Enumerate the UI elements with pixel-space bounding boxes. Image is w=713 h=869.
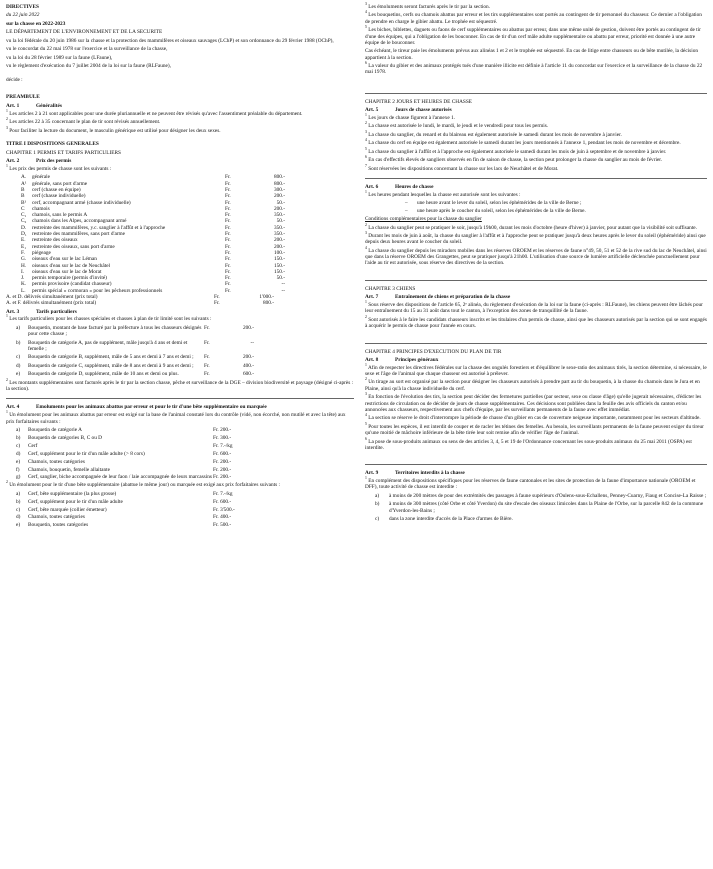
item-letter: a) <box>16 324 21 331</box>
permit-price: -- <box>281 287 285 294</box>
currency: Fr. <box>225 224 231 231</box>
item-price: 200.- <box>242 354 254 361</box>
permit-label: piégeage <box>32 249 51 256</box>
permit-price-list <box>6 174 354 306</box>
item-price: Fr. 600.- <box>213 498 232 505</box>
currency: Fr. <box>225 186 231 193</box>
art5-p3: $^3$ La chasse du sanglier, du renard et du blaireau est également autorisée le samedi durant les mois de novembre à janvier. <box>365 130 622 138</box>
currency: Fr. <box>225 231 231 238</box>
permit-code: C₁ <box>21 212 27 219</box>
emolument-item <box>6 522 354 528</box>
permit-label: cerf (chasse en équipe) <box>32 186 81 193</box>
item-price: Fr. 200.- <box>213 466 232 473</box>
item-text: Cerf, supplément pour le tir d'un mâle adulte (> 8 cors) <box>28 450 145 457</box>
permit-label: chamois, sans le permis A <box>32 212 88 219</box>
art8-heading: Art. 8 Principes généraux <box>365 356 439 363</box>
art4-p5b: Cas échéant, le tireur paie les émoluments prévus aux alinéas 1 et 2 et le trophée est séquestré. En cas de litige entre chasseurs ou de bête mutilée, la décision appartient à la section. <box>365 48 698 61</box>
currency: Fr. <box>204 324 210 331</box>
permit-code: I. <box>21 268 25 275</box>
permit-price: 350.- <box>273 231 285 238</box>
currency: Fr. <box>225 174 231 181</box>
art2-heading: Art. 2 Prix des permis <box>6 158 72 165</box>
art4-p6: $^6$ La valeur du gibier et des animaux protégés tués d'une manière illicite est définie à l'article 11 du concordat sur l'exercice et la surveillance de la chasse du 22 mai 1978. <box>365 61 703 76</box>
art6-conditions: Conditions complémentaires pour la chasse du sanglier <box>365 216 482 223</box>
currency: Fr. <box>225 275 231 282</box>
art6-p3: $^3$ Durant les mois de juin à août, la chasse du sanglier à l'affût et à l'approche peut se pratiquer jusqu'à deux heures après le lever du soleil (éphéméride) ainsi que depuis deux heures avant le coucher du soleil. <box>365 231 706 246</box>
decide: décide : <box>6 76 23 83</box>
currency: Fr. <box>214 293 220 300</box>
left-column <box>6 4 354 530</box>
permit-code: C <box>21 205 25 212</box>
art6-dash-2: – une heure après le coucher du soleil, selon les éphémérides de la ville de Berne. <box>405 208 586 215</box>
permit-label: permis provisoire (candidat chasseur) <box>32 281 112 288</box>
art4-p2: $^2$ Un émolument pour le tir d'une bête supplémentaire (abattue le même jour) ou marquée est exigé aux prix forfaitaires suivants : <box>6 480 280 489</box>
total-price: 800.- <box>262 300 274 307</box>
permit-label: chamois <box>32 205 50 212</box>
emolument-list-error <box>6 427 354 481</box>
emolument-list-extra <box>6 491 354 529</box>
item-text: Cerf, sanglier, biche accompagnée de leur faon / laie accompagnée de leurs marcassins <box>28 474 212 481</box>
permit-price: 800.- <box>273 180 285 187</box>
tariff-item <box>6 325 354 338</box>
emolument-item <box>6 474 354 480</box>
currency: Fr. <box>225 268 231 275</box>
tariff-item <box>6 354 354 360</box>
art6-p1: $^1$ Les heures pendant lesquelles la chasse est autorisée sont les suivantes : <box>365 190 521 198</box>
art1-p1: $^1$ Les articles 2 à 21 sont applicables pour une durée pluriannuelle et ne peuvent être révisés qu'avec l'assentiment préalable du département. <box>6 108 303 117</box>
item-text: Bouquetin de catégorie A, pas de supplément, mâle jusqu'à 4 ans et demi et femelle ; <box>28 339 188 352</box>
total-price: 1'000.- <box>259 293 274 300</box>
chapter1-heading: CHAPITRE 1 PERMIS ET TARIFS PARTICULIERS <box>6 149 121 156</box>
emolument-item <box>6 459 354 465</box>
art1-p3: $^3$ Pour faciliter la lecture du document, le masculin générique est utilisé pour désigner les deux sexes. <box>6 125 221 134</box>
currency: Fr. <box>225 249 231 256</box>
item-letter: c) <box>16 506 21 513</box>
permit-code: A¹ <box>21 180 27 187</box>
item-price: 600.- <box>242 371 254 378</box>
item-text: Bouquetin, montant de base facturé par la préfecture à tous les chasseurs désignés pour cette chasse ; <box>28 324 202 338</box>
item-price: 400.- <box>242 362 254 369</box>
item-text: Bouquetin de catégorie D, supplément, mâle de 10 ans et demi ou plus. <box>28 371 179 378</box>
art8-p4: $^4$ La section se réserve le droit d'interrompre la période de chasse d'un gibier en cas de couverture neigeuse importante, notamment pour les secteurs d'altitude. <box>365 413 701 422</box>
doc-authority: LE DÉPARTEMENT DE L'ENVIRONNEMENT ET DE LA SECURITE <box>6 29 163 36</box>
permit-price: -- <box>281 281 285 288</box>
permit-label: générale <box>32 174 50 181</box>
permit-label: restreinte des oiseaux <box>32 237 78 244</box>
art7-p1: $^1$ Sous réserve des dispositions de l'article 65, 2ᵉ alinéa, du règlement d'exécution de la loi sur la faune (ci-après : RLFaune), les chiens peuvent être lâchés pour leur entraînement du 15 au 31 août dans tout le canton, à l'exception des zones de tranquillité de la faune. <box>365 300 703 315</box>
item-price: Fr. 200.- <box>213 474 232 481</box>
item-text: Cerf, supplément pour le tir d'un mâle adulte <box>28 498 123 505</box>
art9-p1: $^1$ En complément des dispositions spécifiques pour les réserves de faune cantonales et les sites de protection de la faune d'importance nationale (OROEM et DFF), toute activité de chasse est interdite : <box>365 476 696 491</box>
doc-type: DIRECTIVES <box>6 4 39 10</box>
permit-label: cerf, accompagnant armé (chasse individuelle) <box>32 199 131 206</box>
art7-p2: $^2$ Sont autorisés à le faire les candidats chasseurs inscrits et les titulaires d'un permis de chasse, ainsi que les chasseurs autorisés par la section qui se sont engagés à acquérir le permis de chasse pour l'année en cours. <box>365 315 707 330</box>
preamble-heading: PREAMBULE <box>6 94 40 101</box>
separator <box>365 178 707 179</box>
item-text: Chamois, toutes catégories <box>28 514 85 521</box>
art9-item-c: c) dans la zone interdite d'accès de la Place d'armes de Bière. <box>375 516 513 523</box>
price-total-row <box>6 300 354 306</box>
item-price: Fr. 600.- <box>213 450 232 457</box>
art8-p6: $^6$ La pose de sous-produits animaux ou sens de des articles 3, 4, 5 et 19 de l'Ordonnance concernant les sous-produits animaux du 25 mai 2011 (OSPA) est interdite. <box>365 436 692 451</box>
vu-rlfaune: vu le règlement d'exécution du 7 juillet 2004 de la loi sur la faune (RLFaune), <box>6 63 171 70</box>
permit-code: J. <box>21 275 25 282</box>
permit-code: E₁ <box>21 243 27 250</box>
tariff-item <box>6 340 354 353</box>
currency: Fr. <box>225 243 231 250</box>
currency: Fr. <box>225 287 231 294</box>
item-letter: c) <box>16 442 21 449</box>
item-price: -- <box>250 339 254 346</box>
item-price: Fr. 300.- <box>213 434 232 441</box>
art9-heading: Art. 9 Territoires interdits à la chasse <box>365 470 465 477</box>
art8-p3: $^3$ En fonction de l'évolution des tirs, la section peut décider des fermetures partielles (par secteur, sexe ou classe d'âge) qu'elle jugerait nécessaires, d'édicter les restrictions de circulation ou de décider de jours de chasse supplémentaires. Ces décisions sont publiées dans la feuille des avis officiels du canton et/ou annoncées aux chasseurs, respectivement aux chefs d'équipe, par les surveillants permanents de la faune avec effet immédiat. <box>365 392 702 413</box>
vu-concordat: vu le concordat du 22 mai 1978 sur l'exercice et la surveillance de la chasse, <box>6 46 168 53</box>
item-letter: b) <box>16 498 21 505</box>
emolument-item <box>6 427 354 433</box>
emolument-item <box>6 499 354 505</box>
titre1-heading: TITRE I DISPOSITIONS GENERALES <box>6 141 99 148</box>
permit-label: chamois dans les Alpes, accompagnant armé <box>32 218 127 225</box>
currency: Fr. <box>214 300 220 307</box>
item-price: Fr. 200.- <box>213 458 232 465</box>
emolument-item <box>6 507 354 513</box>
permit-price: 100.- <box>273 249 285 256</box>
permit-code: D. <box>21 224 27 231</box>
permit-label: oiseaux d'eau sur le lac de Neuchâtel <box>32 262 111 269</box>
art9-item-b: b) à moins de 300 mètres (côté Orbe et côté Yverdon) du site d'escale des oiseaux limicoles dans la Plaine de l'Orbe, sur la parcelle 842 de la commune d'Yverdon-les-Bains ; <box>375 501 704 514</box>
total-label: A. et D. délivrés simultanément (prix total) <box>6 293 98 300</box>
item-letter: f) <box>16 466 20 473</box>
permit-code: B¹ <box>21 199 27 206</box>
permit-code: A. <box>21 174 27 181</box>
art6-p2: $^2$ La chasse du sanglier peut se pratiquer le soir, jusqu'à 19h00, durant les mois d'octobre (heure d'hiver) à janvier, pour autant que la visibilité soit suffisante. <box>365 222 697 231</box>
item-text: Bouquetin de catégories B, C ou D <box>28 434 102 441</box>
art5-p5: $^5$ La chasse du sanglier à l'affût et à l'approche est également autorisée le samedi durant les mois de juin à septembre et de novembre à janvier. <box>365 147 667 155</box>
permit-price: 200.- <box>273 193 285 200</box>
currency: Fr. <box>225 237 231 244</box>
item-letter: e) <box>16 522 21 529</box>
art3-p2: $^2$ Les montants supplémentaires sont facturés après le tir par la section chasse, pêche et surveillance de la DGE – division biodiversité et paysage (désigné ci-après : la section). <box>6 378 354 393</box>
permit-label: oiseaux d'eau sur le lac de Morat <box>32 268 102 275</box>
separator <box>365 464 707 465</box>
item-text: Cerf, bête supplémentaire (la plus grosse) <box>28 490 117 497</box>
doc-subject: sur la chasse en 2022-2023 <box>6 20 66 27</box>
permit-code: E. <box>21 237 26 244</box>
currency: Fr. <box>225 193 231 200</box>
permit-code: K. <box>21 281 27 288</box>
separator <box>365 343 707 344</box>
item-price: Fr. 500.- <box>213 522 232 529</box>
art5-p7: $^7$ Sont réservées les dispositions concernant la chasse sur les lacs de Neuchâtel et de Morat. <box>365 164 559 172</box>
item-letter: a) <box>16 490 21 497</box>
art5-p2: $^2$ La chasse est autorisée le lundi, le mardi, le jeudi et le vendredi pour tous les permis. <box>365 121 549 130</box>
item-letter: d) <box>16 450 21 457</box>
item-letter: d) <box>16 514 21 521</box>
separator <box>365 280 707 281</box>
item-letter: a) <box>16 427 21 434</box>
art8-p5: $^5$ Pour toutes les espèces, il est interdit de couper et de racler les tétines des femelles. Au besoin, les surveillants permanents de la faune peuvent exiger du tireur qu'une moitié de mâchoire inférieure de la bête tirée leur soit remise afin de vérifier l'âge de l'animal. <box>365 422 704 437</box>
permit-price: 300.- <box>273 186 285 193</box>
tariff-item <box>6 371 354 377</box>
chapter2-heading: CHAPITRE 2 JOURS ET HEURES DE CHASSE <box>365 98 473 105</box>
permit-price: 50.- <box>276 199 285 206</box>
permit-label: restreinte des mammifères, y.c. sanglier à l'affût et à l'approche <box>32 224 166 231</box>
item-letter: c) <box>16 354 21 361</box>
item-text: Chamois, bouquetin, femelle allaitante <box>28 466 110 473</box>
chapter3-heading: CHAPITRE 3 CHIENS <box>365 285 416 292</box>
permit-price: 200.- <box>273 243 285 250</box>
item-text: Bouquetin, toutes catégories <box>28 522 89 529</box>
emolument-item <box>6 467 354 473</box>
currency: Fr. <box>204 362 210 369</box>
currency: Fr. <box>225 199 231 206</box>
art8-p1: $^1$ Afin de respecter les directives fédérales sur la chasse des ongulés forestiers et d'équilibrer le sexe-ratio des animaux tirés, la section détermine, si nécessaire, le sexe et l'âge de l'animal que chaque chasseur est autorisé à prélever. <box>365 362 707 377</box>
art6-heading: Art. 6 Heures de chasse <box>365 184 434 191</box>
tariff-item <box>6 363 354 369</box>
item-letter: d) <box>16 362 21 369</box>
item-text: Cerf <box>28 442 38 449</box>
item-price: Fr. 7.-/kg <box>213 490 233 497</box>
art4-p5: $^5$ Les biches, biblettes, daguets ou faons de cerf supplémentaires ou abattus par erreur, dans une même unité de gestion, doivent être portés au contingent de tir d'une des équipes, qui a l'obligation de les bouconner. En cas de tir d'un cerf mâle adulte supplémentaire ou abattu par erreur, priorité est donnée à une autre équipe de le bouconner. <box>365 25 701 46</box>
permit-code: G. <box>21 256 27 263</box>
emolument-item <box>6 491 354 497</box>
art4-p3: $^3$ Les émoluments seront facturés après le tir par la section. <box>365 2 491 10</box>
permit-label: restreinte des mammifères, sans port d'arme <box>32 231 126 238</box>
separator <box>365 93 707 94</box>
permit-label: restreinte des oiseaux, sans port d'arme <box>32 243 115 250</box>
currency: Fr. <box>225 205 231 212</box>
emolument-item <box>6 435 354 441</box>
art6-dash-1: – une heure avant le lever du soleil, selon les éphémérides de la ville de Berne ; <box>405 200 582 207</box>
item-letter: b) <box>16 339 21 346</box>
currency: Fr. <box>225 281 231 288</box>
art4-heading: Art. 4 Emoluments pour les animaux abattus par erreur et pour le tir d'une bête supplémentaire ou marquée <box>6 404 267 411</box>
permit-code: L. <box>21 287 26 294</box>
art1-p2: $^2$ Les articles 22 à 35 concernant le plan de tir sont révisés annuellement. <box>6 117 161 126</box>
permit-label: générale, sans port d'arme <box>32 180 88 187</box>
emolument-item <box>6 451 354 457</box>
item-letter: g) <box>16 474 21 481</box>
item-price: Fr. 7.-/kg <box>213 442 233 449</box>
currency: Fr. <box>225 218 231 225</box>
vu-lchp: vu la loi fédérale du 20 juin 1986 sur la chasse et la protection des mammifères et oiseaux sauvages (LChP) et son ordonnance du 29 février 1988 (OChP), <box>6 37 334 44</box>
permit-price: 150.- <box>273 268 285 275</box>
permit-code: B <box>21 186 25 193</box>
currency: Fr. <box>225 180 231 187</box>
item-text: Bouquetin de catégorie A <box>28 427 82 434</box>
art1-heading: Art. 1 Généralités <box>6 102 62 109</box>
item-text: Chamois, toutes catégories <box>28 458 85 465</box>
currency: Fr. <box>225 262 231 269</box>
permit-price: 200.- <box>273 237 285 244</box>
separator <box>6 398 354 399</box>
permit-price: 50.- <box>276 218 285 225</box>
doc-date: du 22 juin 2022 <box>6 12 40 19</box>
item-price: Fr. 200.- <box>213 427 232 434</box>
art6-p4: $^4$ La chasse du sanglier depuis les miradors mobiles dans les réserves OROEM et les réserves de faune n°49, 50, 51 et 52 de la rive sud du lac de Neuchâtel, ainsi que dans la réserve OROEM des Grangettes, peut se pratiquer jusqu'à 21h00. L'utilisation d'une source de lumière artificielle déclenchée ponctuellement pour l'aide au tir est autorisée, sous réserve des directives de la section. <box>365 246 707 267</box>
chapter4-heading: CHAPITRE 4 PRINCIPES D'EXECUTION DU PLAN DE TIR <box>365 348 502 355</box>
permit-price: 150.- <box>273 256 285 263</box>
permit-label: cerf (chasse individuelle) <box>32 193 86 200</box>
item-letter: e) <box>16 371 21 378</box>
item-price: 200.- <box>242 324 254 331</box>
art5-p1: $^1$ Les jours de chasse figurent à l'annexe 1. <box>365 113 456 121</box>
item-text: Cerf, bête marquée (collier émetteur) <box>28 506 107 513</box>
item-text: Bouquetin de catégorie B, supplément, mâle de 5 ans et demi à 7 ans et demi ; <box>28 354 194 361</box>
permit-code: F. <box>21 249 25 256</box>
permit-price: 200.- <box>273 205 285 212</box>
right-column <box>365 4 707 525</box>
art4-p4: $^4$ Les bouquetins, cerfs ou chamois abattus par erreur et les tirs supplémentaires sont portés au contingent de tir personnel du chasseur. Ce dernier a l'obligation de prendre en charge le gibier abattu. Le trophée est séquestré. <box>365 10 702 25</box>
permit-label: permis temporaire (permis d'invité) <box>32 275 107 282</box>
emolument-item <box>6 514 354 520</box>
art3-intro: $^1$ Les tarifs particuliers pour les chasses spéciales et chasses à plan de tir limité sont les suivants : <box>6 314 212 323</box>
currency: Fr. <box>225 212 231 219</box>
currency: Fr. <box>225 256 231 263</box>
permit-code: H. <box>21 262 27 269</box>
art3-heading: Art. 3 Tarifs particuliers <box>6 308 77 315</box>
art5-p6: $^6$ En cas d'effectifs élevés de sangliers observés en fin de saison de chasse, la section peut prolonger la chasse du sanglier au mois de février. <box>365 155 663 164</box>
permit-price: 350.- <box>273 224 285 231</box>
art4-p1: $^1$ Un émolument pour les animaux abattus par erreur est exigé sur la base de l'animal constaté lors du contrôle (vidé, non écorché, non mutilé et avec la tête) aux prix forfaitaires suivants : <box>6 410 346 425</box>
permit-price: 50.- <box>276 275 285 282</box>
item-price: Fr. 400.- <box>213 514 232 521</box>
item-letter: b) <box>16 434 21 441</box>
permit-label: permis spécial « cormoran » pour les pêcheurs professionnels <box>32 287 163 294</box>
currency: Fr. <box>204 371 210 378</box>
permit-price: 350.- <box>273 212 285 219</box>
art7-heading: Art. 7 Entraînement de chiens et préparation de la chasse <box>365 294 511 301</box>
currency: Fr. <box>204 339 210 346</box>
art5-heading: Art. 5 Jours de chasse autorisés <box>365 107 452 114</box>
art2-intro: $^1$ Les prix des permis de chasse sont les suivants : <box>6 164 112 172</box>
permit-price: 150.- <box>273 262 285 269</box>
total-label: A. et F. délivrés simultanément (prix total) <box>6 300 97 307</box>
permit-label: oiseaux d'eau sur le lac Léman <box>32 256 97 263</box>
art9-item-a: a) à moins de 200 mètres de pour des extrémités des passages à faune supérieurs d'Oulens-sous-Echallens, Penney-Cuarny, Fiaug et Concise-La Raisse ; <box>375 492 707 499</box>
art5-p4: $^4$ La chasse du cerf en équipe est également autorisée le samedi durant les jours mentionnés à l'annexe 1, pendant les mois de novembre et décembre. <box>365 138 681 147</box>
tariff-list <box>6 325 354 378</box>
item-text: Bouquetin de catégorie C, supplément, mâle de 8 ans et demi à 9 ans et demi ; <box>28 362 194 369</box>
item-letter: e) <box>16 458 21 465</box>
art8-p2: $^2$ Un tirage au sort est organisé par la section pour désigner les chasseurs autorisés à prendre part au tir du bouquetin, à la chasse du chamois dans le Jura et en Plaine, ainsi qu'à la chasse individuelle du cerf. <box>365 377 700 392</box>
permit-code: B <box>21 193 25 200</box>
currency: Fr. <box>204 354 210 361</box>
permit-price: 800.- <box>273 174 285 181</box>
permit-code: D₁ <box>21 231 27 238</box>
vu-lfaune: vu la loi du 28 février 1989 sur la faune (LFaune), <box>6 54 113 61</box>
emolument-item <box>6 443 354 449</box>
permit-code: C₂ <box>21 218 27 225</box>
item-price: Fr. 3'500.- <box>213 506 235 513</box>
